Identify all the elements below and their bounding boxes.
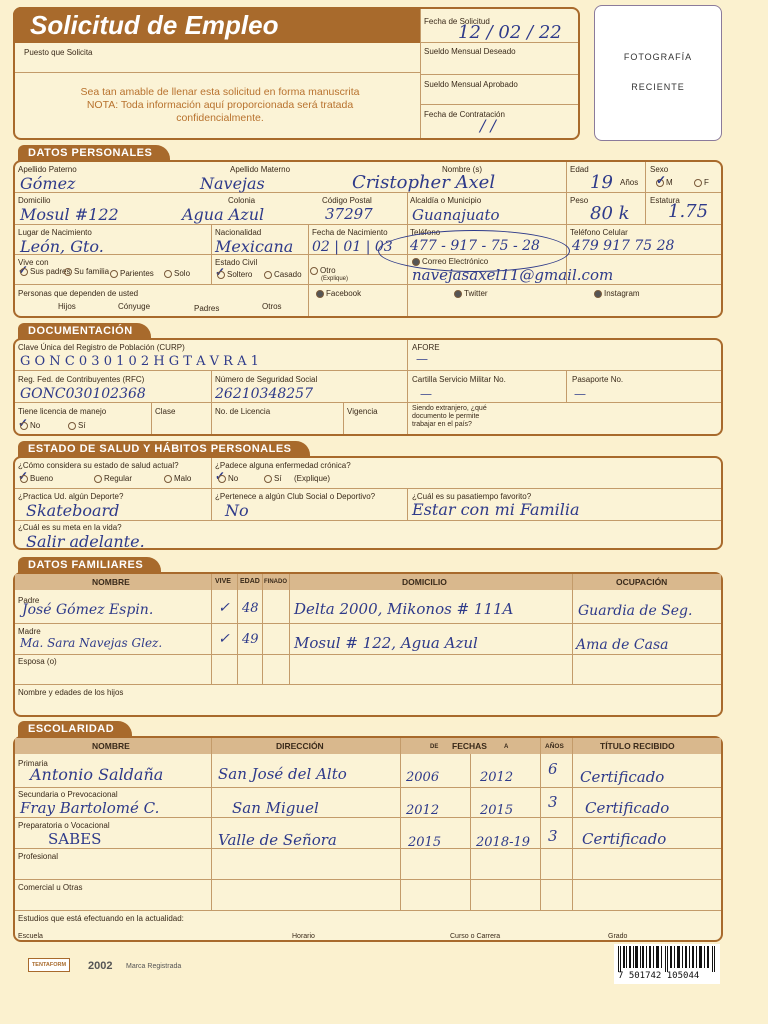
alcaldia-label: Alcaldía o Municipio [410, 196, 482, 205]
anos-label: Años [620, 178, 639, 187]
colonia-label: Colonia [228, 196, 256, 205]
cronica-si-radio[interactable] [264, 475, 272, 483]
esc-row-line-4 [15, 879, 721, 880]
vive-parientes-radio[interactable] [110, 270, 118, 278]
esc-col-fechas: FECHAS [452, 741, 487, 751]
licencia-no-radio[interactable] [20, 422, 28, 430]
casado-text: Casado [274, 270, 302, 279]
fecha-contratacion-value[interactable]: / / [480, 116, 496, 135]
estatura-label: Estatura [650, 196, 680, 205]
cronica-no-check-mark: ✓ [215, 469, 226, 483]
esc-col-anos: AÑOS [545, 743, 564, 750]
nombre-value[interactable]: Cristopher Axel [352, 172, 496, 193]
doc-col-b [211, 370, 212, 434]
otro-text: Otro [320, 266, 336, 275]
nacionalidad-label: Nacionalidad [215, 228, 262, 237]
madre-label: Madre [18, 627, 41, 636]
facebook-label-text: Facebook [326, 289, 362, 298]
telefono-label: Teléfono [410, 228, 441, 237]
brand-logo-text: TENTAFORM [31, 962, 67, 968]
esc-row-de[interactable]: 2012 [406, 803, 440, 818]
cronica-no-option[interactable] [218, 474, 238, 483]
bueno-option[interactable] [20, 474, 53, 483]
vive-padres-radio[interactable] [20, 268, 28, 276]
facebook-icon [316, 290, 324, 298]
cp-label: Código Postal [322, 196, 372, 205]
fam-col-domicilio: DOMICILIO [402, 577, 447, 587]
madre-ocupacion[interactable]: Ama de Casa [576, 637, 669, 653]
colonia-value[interactable]: Agua Azul [182, 205, 265, 224]
padre-domicilio[interactable]: Delta 2000, Mikonos # 111A [294, 600, 514, 618]
otros-label: Otros [262, 302, 282, 311]
barcode-number: 7 501742 105044 [618, 971, 700, 981]
esc-row-a[interactable]: 2015 [480, 803, 514, 818]
regular-text: Regular [104, 474, 133, 483]
nacionalidad-value[interactable]: Mexicana [215, 237, 294, 256]
alcaldia-value[interactable]: Guanajuato [412, 206, 500, 224]
vive-padres-check-mark: ✓ [18, 263, 29, 277]
afore-value[interactable]: — [416, 352, 428, 366]
doc-col-d [151, 402, 152, 434]
lugar-nac-value[interactable]: León, Gto. [20, 237, 104, 256]
salud-row-1 [15, 488, 721, 489]
fam-row-1 [15, 623, 721, 624]
photo-label-line2: RECIENTE [631, 82, 685, 92]
vive-solo-radio[interactable] [164, 270, 172, 278]
licencia-no-text: No [30, 421, 41, 430]
bueno-radio[interactable] [20, 475, 28, 483]
puesto-label: Puesto que Solicita [24, 48, 93, 57]
bueno-text: Bueno [30, 474, 54, 483]
bueno-check-mark: ✓ [18, 469, 29, 483]
header-note: Sea tan amable de llenar esta solicitud en forma manuscrita NOTA: Toda información aquí proporcionada será tratada confidencialmente. [80, 86, 360, 124]
soltero-text: Soltero [227, 270, 253, 279]
vive-parientes-option[interactable] [110, 269, 154, 278]
fam-col-finado: FINADO [264, 579, 287, 585]
doc-col-c [566, 370, 567, 402]
nombre-label: Nombre (s) [442, 165, 483, 174]
fecha-solicitud-value[interactable]: 12 / 02 / 22 [458, 22, 562, 43]
facebook-label [316, 289, 361, 298]
horario-label: Horario [292, 933, 315, 940]
vive-parientes-text: Parientes [120, 269, 154, 278]
vive-solo-text: Solo [174, 269, 191, 278]
estudios-label: Estudios que está efectuando en la actualidad: [18, 914, 184, 923]
no-licencia-label: No. de Licencia [215, 407, 271, 416]
malo-radio[interactable] [164, 475, 172, 483]
esc-row-direccion[interactable]: San José del Alto [218, 765, 347, 783]
edad-value[interactable]: 19 [590, 172, 613, 193]
conyuge-label: Cónyuge [118, 302, 151, 311]
padre-ocupacion[interactable]: Guardia de Seg. [578, 603, 693, 619]
esc-row-direccion[interactable]: Valle de Señora [218, 831, 337, 849]
esc-row-titulo[interactable]: Certificado [585, 799, 670, 817]
puesto-line [15, 72, 420, 73]
fam-col-line-d [289, 574, 290, 684]
sexo-m-check-mark: ✓ [656, 173, 667, 187]
lugar-nac-label: Lugar de Nacimiento [18, 228, 92, 237]
estatura-value[interactable]: 1.75 [668, 201, 709, 222]
dp-col-d [211, 224, 212, 284]
soltero-radio[interactable] [217, 271, 225, 279]
padre-nombre[interactable]: José Gómez Espin. [22, 602, 154, 618]
header-row-3 [420, 104, 578, 105]
padre-vive[interactable]: ✓ [218, 600, 230, 616]
doc-col-e [343, 402, 344, 434]
header-row-2 [420, 74, 578, 75]
escuela-label: Escuela [18, 933, 43, 940]
esc-row-label: Secundaria o Prevocacional [18, 790, 118, 799]
fam-col-ocupacion: OCUPACIÓN [616, 577, 668, 587]
deporte-label: ¿Practica Ud. algún Deporte? [18, 492, 124, 501]
esc-row-line-1 [15, 787, 721, 788]
doc-col-a [407, 340, 408, 434]
explique-label: (Explique) [294, 474, 331, 483]
dp-col-b [645, 162, 646, 224]
padre-edad[interactable]: 48 [242, 601, 259, 616]
esc-col-titulo: TÍTULO RECIBIDO [600, 741, 675, 751]
casado-option[interactable] [264, 270, 302, 279]
pasaporte-label: Pasaporte No. [572, 375, 624, 384]
esc-col-line-c [470, 754, 471, 910]
apellido-materno-label: Apellido Materno [230, 165, 291, 174]
cartilla-value[interactable]: — [420, 387, 432, 401]
fam-row-2 [15, 654, 721, 655]
cronica-label: ¿Padece alguna enfermedad crónica? [215, 461, 351, 470]
doc-row-2 [15, 402, 721, 403]
vive-padres-text: Sus padres [30, 267, 71, 276]
salud-col-a [211, 458, 212, 520]
peso-label: Peso [570, 196, 589, 205]
otro-explique: (Explique) [321, 276, 349, 282]
salud-tab: ESTADO DE SALUD Y HÁBITOS PERSONALES [18, 441, 310, 457]
esc-col-direccion: DIRECCIÓN [276, 741, 324, 751]
domicilio-value[interactable]: Mosul #122 [20, 205, 119, 224]
esc-row-de[interactable]: 2006 [406, 770, 440, 785]
barcode [614, 944, 720, 984]
twitter-label [454, 289, 488, 298]
club-label: ¿Pertenece a algún Club Social o Deportivo? [215, 492, 376, 501]
cronica-si-text: Sí [274, 474, 282, 483]
padre-label: Padre [18, 596, 40, 605]
fam-col-vive: VIVE [215, 578, 231, 585]
licencia-si-text: Sí [78, 421, 86, 430]
meta-value[interactable]: Salir adelante. [26, 532, 145, 551]
esc-row-de[interactable]: 2015 [408, 835, 442, 850]
page-title: Solicitud de Empleo [30, 10, 279, 40]
esc-row-label: Primaria [18, 759, 48, 768]
fecha-contratacion-label: Fecha de Contratación [424, 110, 505, 119]
celular-value[interactable]: 479 917 75 28 [572, 238, 675, 254]
meta-label: ¿Cuál es su meta en la vida? [18, 523, 122, 532]
instagram-label [594, 289, 640, 298]
licencia-no-check-mark: ✓ [18, 416, 29, 430]
esc-row-line-5 [15, 910, 721, 911]
casado-radio[interactable] [264, 271, 272, 279]
esc-col-de: DE [430, 744, 439, 750]
esc-row-anos[interactable]: 6 [548, 760, 558, 778]
malo-option[interactable] [164, 474, 191, 483]
vigencia-label: Vigencia [347, 407, 378, 416]
otro-option[interactable] [310, 266, 336, 275]
celular-label: Teléfono Celular [570, 228, 628, 237]
dp-col-e [308, 224, 309, 316]
peso-value[interactable]: 80 k [590, 203, 630, 224]
fam-row-3 [15, 684, 721, 685]
esc-row-anos[interactable]: 3 [548, 827, 558, 845]
curp-label: Clave Única del Registro de Población (CURP) [18, 343, 185, 352]
esc-row-anos[interactable]: 3 [548, 793, 558, 811]
vive-familia-text: Su familia [74, 267, 110, 276]
dependen-label: Personas que dependen de usted [18, 289, 139, 298]
fam-col-line-c [262, 574, 263, 684]
datos-personales-tab: DATOS PERSONALES [18, 145, 170, 161]
correo-label-text: Correo Electrónico [422, 257, 489, 266]
esc-col-line-e [572, 738, 573, 910]
regular-radio[interactable] [94, 475, 102, 483]
madre-nombre[interactable]: Ma. Sara Navejas Glez. [20, 636, 163, 650]
esc-row-line-2 [15, 817, 721, 818]
fecha-solicitud-label: Fecha de Solicitud [424, 17, 490, 26]
sexo-m-text: M [666, 178, 673, 187]
hijos-nombres-label: Nombre y edades de los hijos [18, 688, 124, 697]
deporte-value[interactable]: Skateboard [26, 501, 120, 520]
doc-row-1 [15, 370, 721, 371]
nss-value[interactable]: 26210348257 [215, 386, 313, 402]
esc-row-titulo[interactable]: Certificado [580, 768, 665, 786]
correo-label [412, 257, 488, 266]
curp-value[interactable]: G O N C 0 3 0 1 0 2 H G T A V R A 1 [20, 354, 259, 369]
sexo-f-radio[interactable] [694, 179, 702, 187]
apellido-paterno-label: Apellido Paterno [18, 165, 77, 174]
esc-row-direccion[interactable]: San Miguel [232, 799, 319, 817]
rfc-value[interactable]: GONC030102368 [20, 386, 146, 402]
vive-familia-radio[interactable] [64, 268, 72, 276]
sueldo-aprobado-label: Sueldo Mensual Aprobado [424, 80, 518, 89]
rfc-label: Reg. Fed. de Contribuyentes (RFC) [18, 375, 145, 384]
instagram-label-text: Instagram [604, 289, 640, 298]
edad-label: Edad [570, 165, 589, 174]
twitter-icon [454, 290, 462, 298]
documentacion-tab: DOCUMENTACIÓN [18, 323, 151, 339]
esc-row-nombre[interactable]: Antonio Saldaña [30, 765, 164, 784]
esc-row-label: Comercial u Otras [18, 883, 83, 892]
escolaridad-tab: ESCOLARIDAD [18, 721, 132, 737]
apellido-materno-value[interactable]: Navejas [200, 174, 265, 193]
esc-col-line-a [211, 738, 212, 910]
estado-civil-label: Estado Civil [215, 258, 258, 267]
photo-box [594, 5, 722, 141]
regular-option[interactable] [94, 474, 132, 483]
soltero-option[interactable] [217, 270, 252, 279]
sexo-f-option[interactable] [694, 178, 709, 187]
barcode-bars [618, 946, 718, 972]
pasatiempo-value[interactable]: Estar con mi Familia [412, 500, 580, 519]
esc-row-nombre[interactable]: Fray Bartolomé C. [20, 799, 160, 817]
extranjero-label: Siendo extranjero, ¿qué documento le permite trabajar en el país? [412, 405, 487, 428]
fam-col-nombre: NOMBRE [92, 577, 130, 587]
fecha-nac-label: Fecha de Nacimiento [312, 228, 388, 237]
hijos-label: Hijos [58, 302, 76, 311]
licencia-no-option[interactable] [20, 421, 40, 430]
padres-label: Padres [194, 304, 220, 313]
esc-col-a: A [504, 744, 509, 750]
pasaporte-value[interactable]: — [574, 387, 586, 401]
twitter-label-text: Twitter [464, 289, 488, 298]
cronica-si-option[interactable] [264, 474, 282, 483]
sexo-f-text: F [704, 178, 709, 187]
cp-value[interactable]: 37297 [325, 205, 373, 223]
instagram-icon [594, 290, 602, 298]
esc-row-a[interactable]: 2018-19 [476, 835, 531, 850]
domicilio-label: Domicilio [18, 196, 51, 205]
dp-row-4 [15, 284, 721, 285]
esc-col-line-d [540, 738, 541, 910]
footer-marca: Marca Registrada [126, 963, 182, 970]
esc-row-label: Profesional [18, 852, 59, 861]
curso-label: Curso o Carrera [450, 933, 501, 940]
brand-logo [28, 958, 70, 972]
salud-col-b [407, 488, 408, 520]
licencia-si-option[interactable] [68, 421, 86, 430]
madre-domicilio[interactable]: Mosul # 122, Agua Azul [294, 634, 478, 652]
dp-row-2 [15, 224, 721, 225]
nss-label: Número de Seguridad Social [215, 375, 318, 384]
otro-radio[interactable] [310, 267, 318, 275]
esc-row-line-3 [15, 848, 721, 849]
esc-row-a[interactable]: 2012 [480, 770, 514, 785]
familiares-tab: DATOS FAMILIARES [18, 557, 161, 573]
fam-col-edad: EDAD [240, 578, 260, 585]
madre-vive[interactable]: ✓ [218, 631, 230, 647]
esc-col-line-b [400, 738, 401, 910]
vive-solo-option[interactable] [164, 269, 190, 278]
email-icon [412, 258, 420, 266]
sexo-label: Sexo [650, 165, 669, 174]
malo-text: Malo [174, 474, 192, 483]
correo-value[interactable]: navejasaxel11@gmail.com [412, 266, 614, 284]
vive-familia-option[interactable] [64, 267, 109, 276]
grado-label: Grado [608, 933, 628, 940]
vive-padres-option[interactable] [20, 267, 70, 276]
cronica-no-text: No [228, 474, 239, 483]
fam-col-line-e [572, 574, 573, 684]
esc-row-nombre[interactable]: SABES [48, 830, 102, 848]
apellido-paterno-value[interactable]: Gómez [20, 174, 76, 193]
esposa-label: Esposa (o) [18, 657, 57, 666]
sueldo-deseado-label: Sueldo Mensual Deseado [424, 47, 516, 56]
pasatiempo-label: ¿Cuál es su pasatiempo favorito? [412, 492, 532, 501]
footer-year: 2002 [88, 960, 113, 972]
esc-row-label: Preparatoria o Vocacional [18, 821, 110, 830]
estado-salud-label: ¿Cómo considera su estado de salud actual? [18, 461, 179, 470]
salud-row-2 [15, 520, 721, 521]
cartilla-label: Cartilla Servicio Militar No. [412, 375, 506, 384]
madre-edad[interactable]: 49 [242, 632, 259, 647]
club-value[interactable]: No [225, 501, 249, 520]
clase-label: Clase [155, 407, 176, 416]
fam-col-line-b [237, 574, 238, 684]
photo-label-line1: FOTOGRAFÍA [623, 52, 693, 62]
afore-label: AFORE [412, 343, 440, 352]
cronica-no-radio[interactable] [218, 475, 226, 483]
esc-row-titulo[interactable]: Certificado [582, 830, 667, 848]
soltero-check-mark: ✓ [215, 265, 226, 279]
telefono-value[interactable]: 477 - 917 - 75 - 28 [410, 238, 540, 254]
licencia-label: Tiene licencia de manejo [18, 407, 107, 416]
licencia-si-radio[interactable] [68, 422, 76, 430]
fecha-nac-value[interactable]: 02 | 01 | 03 [312, 239, 393, 255]
vive-con-label: Vive con [18, 258, 49, 267]
esc-col-nombre: NOMBRE [92, 741, 130, 751]
fam-col-line-a [211, 574, 212, 684]
